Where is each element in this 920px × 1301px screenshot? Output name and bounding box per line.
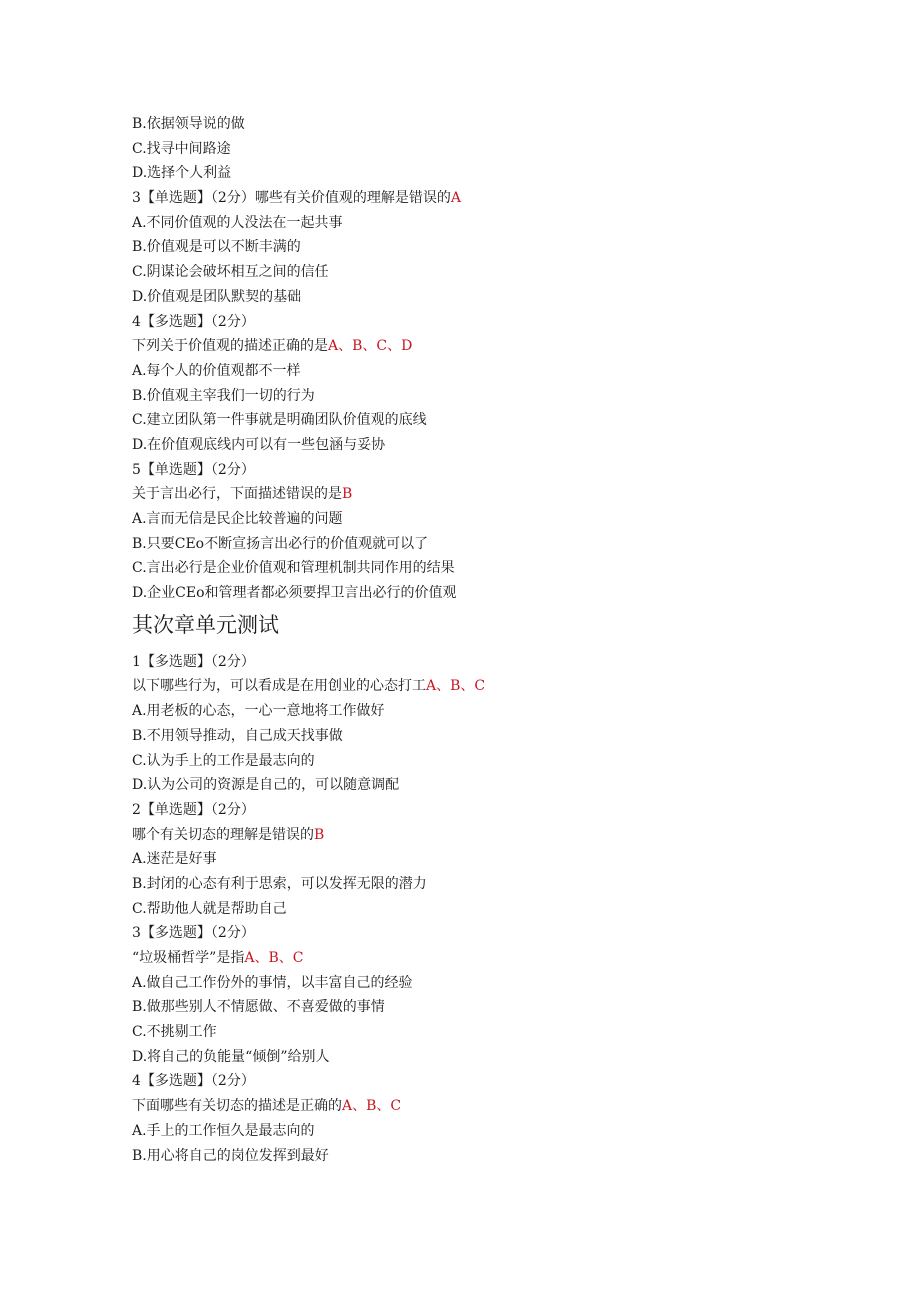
option-line: D.价值观是团队默契的基础 [132, 288, 302, 305]
question-stem [132, 1094, 832, 1119]
answer-key: A [450, 190, 461, 207]
option-line: D.在价值观底线内可以有一些包涵与妥协 [132, 436, 386, 453]
question-header: 4【多选题】（2分） [132, 313, 255, 330]
answer-key: A、B、C [244, 950, 304, 966]
option-line: D.企业CEo和管理者都必须要捍卫言出必行的价值观 [132, 585, 457, 602]
option-line: A.迷茫是好事 [132, 851, 217, 868]
option-line: B.封闭的心态有利于思索，可以发挥无限的潜力 [132, 875, 427, 892]
option-line: B.价值观主宰我们一切的行为 [132, 387, 315, 404]
option-line: B.依据领导说的做 [132, 116, 245, 132]
question-stem [132, 186, 832, 211]
option-line: D.将自己的负能量“倾倒”给别人 [132, 1048, 330, 1065]
option-line: D.认为公司的资源是自己的，可以随意调配 [132, 777, 400, 794]
document-page [132, 112, 832, 1168]
question-text: 哪个有关切态的理解是错误的 [132, 826, 314, 843]
option-line: B.做那些别人不情愿做、不喜爱做的事情 [132, 999, 385, 1016]
option-line: A.不同价值观的人没法在一起共事 [132, 214, 343, 231]
option-line: A.每个人的价值观都不一样 [132, 362, 301, 379]
question-text: 3【单选题】（2分）哪些有关价值观的理解是错误的 [132, 190, 451, 207]
option-line: C.言出必行是企业价值观和管理机制共同作用的结果 [132, 560, 455, 577]
question-header: 2【单选题】（2分） [132, 801, 255, 818]
answer-key: A、B、C [426, 678, 486, 695]
answer-key: A、B、C、D [328, 338, 413, 355]
question-header: 4【多选题】（2分） [132, 1073, 255, 1090]
question-text: 下列关于价值观的描述正确的是 [132, 338, 328, 355]
option-line: A.言而无信是民企比较普遍的问题 [132, 511, 343, 527]
option-line: B.不用领导推动，自己成天找事做 [132, 727, 343, 744]
question-text: 以下哪些行为，可以看成是在用创业的心态打工 [132, 678, 426, 695]
answer-key: A、B、C [342, 1098, 402, 1115]
question-stem [132, 334, 832, 359]
answer-key: B [314, 826, 325, 843]
answer-key: B [342, 486, 353, 503]
option-line: C.阴谋论会破坏相互之间的信任 [132, 264, 329, 281]
question-stem [132, 674, 832, 699]
question-text: “垃圾桶哲学”是指 [132, 950, 245, 966]
option-line: B.用心将自己的岗位发挥到最好 [132, 1147, 329, 1164]
option-line: D.选择个人利益 [132, 165, 232, 182]
option-line: C.建立团队第一件事就是明确团队价值观的底线 [132, 412, 427, 429]
option-line: C.帮助他人就是帮助自己 [132, 900, 287, 917]
option-line: A.用老板的心态，一心一意地将工作做好 [132, 703, 385, 720]
option-line: C.找寻中间路途 [132, 140, 231, 157]
question-text: 关于言出必行，下面描述错误的是 [132, 486, 342, 503]
question-stem [132, 482, 832, 507]
question-header: 5【单选题】（2分） [132, 461, 255, 478]
question-header: 3【多选题】（2分） [132, 925, 255, 942]
question-header: 1【多选题】（2分） [132, 653, 255, 670]
option-line: B.价值观是可以不断丰满的 [132, 239, 301, 256]
option-line: C.认为手上的工作是最志向的 [132, 752, 315, 769]
option-line: C.不挑剔工作 [132, 1024, 217, 1041]
option-line: B.只要CEo不断宣扬言出必行的价值观就可以了 [132, 535, 429, 552]
question-stem [132, 823, 832, 848]
question-stem [132, 946, 832, 971]
option-line: A.做自己工作份外的事情，以丰富自己的经验 [132, 974, 413, 991]
option-line: A.手上的工作恒久是最志向的 [132, 1122, 315, 1139]
question-text: 下面哪些有关切态的描述是正确的 [132, 1098, 342, 1115]
section-title: 其次章单元测试 [132, 612, 279, 637]
